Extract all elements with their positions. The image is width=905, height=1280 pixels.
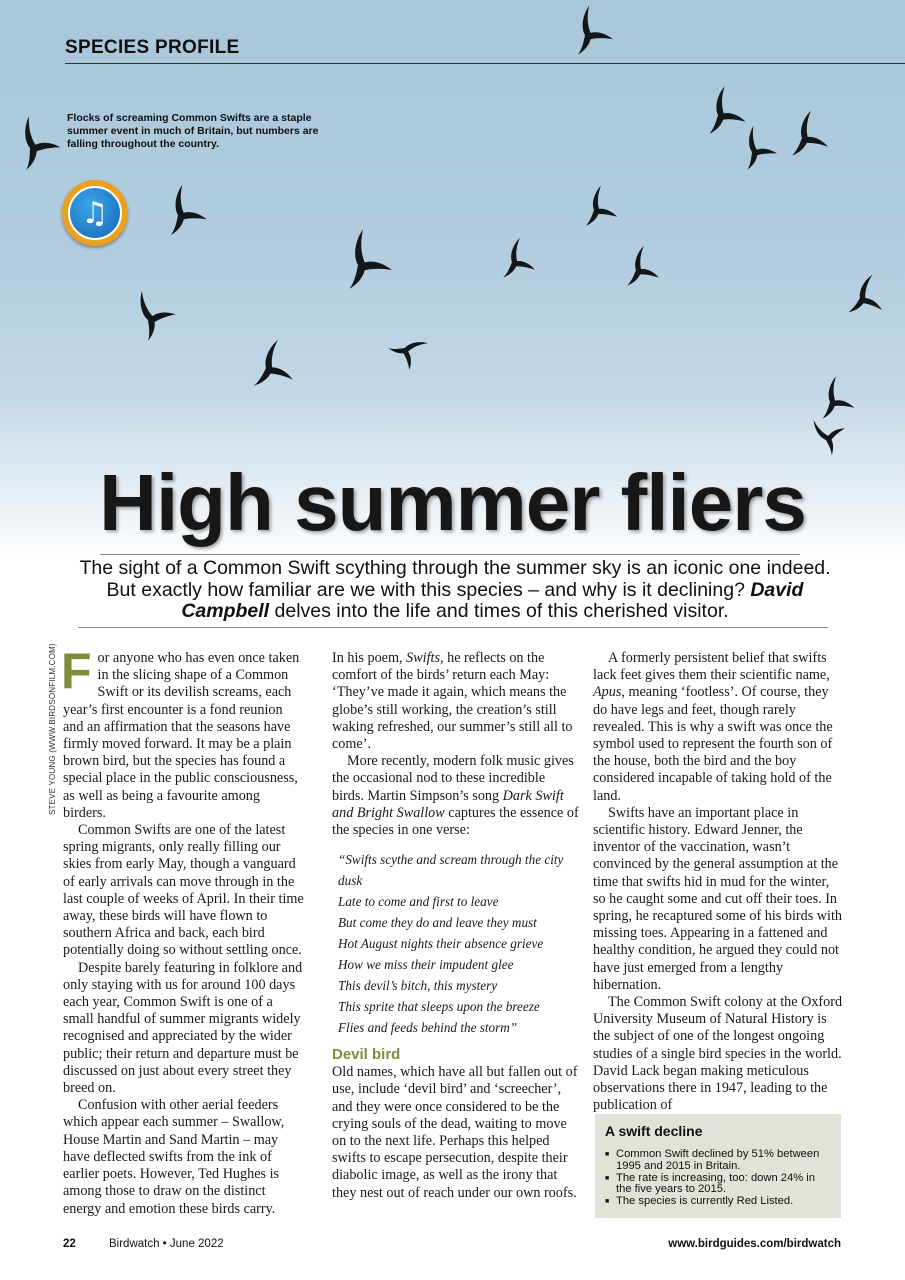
paragraph: Despite barely featuring in folklore and only staying with us for around 100 days each year, Common Swift is one of a small handful of summer migrants widely recognised and appreciated by the wider public; their return and departure must be discussed on just about every street they breed on. [63,959,303,1097]
poem-line: Hot August nights their absence grieve [338,936,544,952]
audio-badge[interactable] [62,180,128,246]
fact-box [595,1114,841,1218]
fact-item: ■ The species is currently Red Listed. [605,1196,831,1208]
page-number: 22 [63,1238,76,1250]
paragraph: Common Swifts are one of the latest spring migrants, only really filling our skies from early May, though a vanguard of early arrivals can move through in the last couple of weeks of April. In their time away, these birds will have flown to southern Africa and back, each bird potentially doing so without settling once. [63,822,304,959]
photo-caption: Flocks of screaming Common Swifts are a staple summer event in much of Britain, but numbers are falling throughout the country. [67,112,319,150]
swift-silhouette [792,109,834,162]
poem-verse [338,849,579,1038]
swift-silhouette [807,408,853,455]
poem-title: Swifts [406,650,440,666]
article-column-3 [593,650,843,1114]
standfirst-text: delves into the life and times of this cherished visitor. [269,600,729,622]
section-divider [65,63,905,64]
fact-list [605,1149,831,1208]
fact-box-title: A swift decline [605,1123,703,1139]
standfirst-divider-bottom [78,627,828,628]
paragraph: Old names, which have all but fallen out of use, include ‘devil bird’ and ‘screecher’, and they were once considered to be the crying souls of the dead, waiting to move on to the next life. Perhaps this helped swifts to escape persecution, despite their diabolic image, as well as the irony that they nest out of reach under our own roofs. [332,1064,578,1201]
swift-silhouette [848,271,892,322]
subheading: Devil bird [332,1046,401,1064]
paragraph: The Common Swift colony at the Oxford University Museum of Natural History is the subject of one of the longest ongoing studies of a single bird species in the world. David Lack began making meticulous observations there in 1947, leading to the publication of [593,994,843,1114]
paragraph: In his poem, Swifts, he reflects on the comfort of the birds’ return each May: ‘They’ve made it again, which means the globe’s still working, the creation’s still waking refreshed, our summer’s still all to come’. [332,650,573,753]
drop-cap: F [61,643,92,699]
swift-silhouette [578,6,613,55]
paragraph: For anyone who has even once taken in the slicing shape of a Common Swift or its devilish screams, each year’s first encounter is a fond reunion and an affirmation that the seasons have firmly moved forward. It may be a plain brown bird, but the species has found a special place in the public consciousness, as well as being a favourite among birders. [61,643,300,821]
swift-silhouette [254,337,302,395]
swift-silhouette [822,376,857,422]
poem-line: “Swifts scythe and scream through the city dusk [338,852,564,889]
poem-line: This sprite that sleeps upon the breeze [338,999,540,1015]
standfirst-divider-top [100,554,800,555]
song-title: Dark Swift and Bright Swallow [332,787,564,821]
fact-item: ■ Common Swift declined by 51% between 1995 and 2015 in Britain. [605,1149,831,1173]
swift-silhouette [389,335,435,374]
swift-silhouette [350,229,393,288]
poem-line: Flies and feeds behind the storm” [338,1020,518,1036]
swift-silhouette [131,283,181,341]
swift-silhouette [709,85,748,137]
swift-silhouette [744,124,779,170]
magazine-issue: Birdwatch • June 2022 [109,1238,224,1250]
poem-line: How we miss their impudent glee [338,957,514,973]
paragraph: More recently, modern folk music gives the occasional nod to these incredible birds. Martin Simpson’s song Dark Swift and Bright Swallow captures the essence of the species in one verse: [332,753,579,839]
section-label: SPECIES PROFILE [65,37,240,58]
author-name: David Campbell [181,578,804,622]
photo-credit: STEVE YOUNG (WWW.BIRDSONFILM.COM) [48,643,57,815]
poem-line: Late to come and first to leave [338,894,499,910]
swift-silhouette [503,236,540,283]
swift-silhouette [627,244,664,291]
paragraph: A formerly persistent belief that swifts lack feet gives them their scientific name, Apus, meaning ‘footless’. Of course, they do have legs and feet, though rarely revealed. This is why a swift was once the symbol used to represent the fourth son of the house, both the bird and the boy considered incapable of taking hold of the land. [593,650,833,804]
poem-line: But come they do and leave they must [338,915,537,931]
standfirst [70,558,840,623]
poem-line: This devil’s bitch, this mystery [338,978,498,994]
article-column-1 [61,643,306,1218]
swift-silhouette [17,112,63,170]
paragraph: Swifts have an important place in scientific history. Edward Jenner, the inventor of the vaccination, wasn’t convinced by the general assumption at the time that swifts hid in mud for the winter, so he caught some and cut off their toes. In spring, he recaptured some of his birds with missing toes. Appearing in a fattened and healthy condition, he argued they could not have just emerged from a lengthy hibernation. [593,804,843,993]
fact-item: ■ The rate is increasing, too: down 24% in the five years to 2015. [605,1173,831,1197]
swift-silhouette [586,184,622,230]
paragraph: Confusion with other aerial feeders which appear each summer – Swallow, House Martin and Sand Martin – may have deflected swifts from the ink of earlier poets. However, Ted Hughes is among those to draw on the distinct energy and emotion these birds carry. [63,1097,285,1217]
standfirst-text: The sight of a Common Swift scything through the summer sky is an iconic one indeed. But exactly how familiar are we with this species – and why is it declining? [79,557,831,601]
scientific-name: Apus [593,684,622,701]
website-link[interactable]: www.birdguides.com/birdwatch [668,1238,841,1250]
article-column-2 [332,650,579,1202]
music-note-icon: ♫ [68,186,122,240]
article-headline: High summer fliers [99,458,806,547]
swift-silhouette [171,185,207,235]
